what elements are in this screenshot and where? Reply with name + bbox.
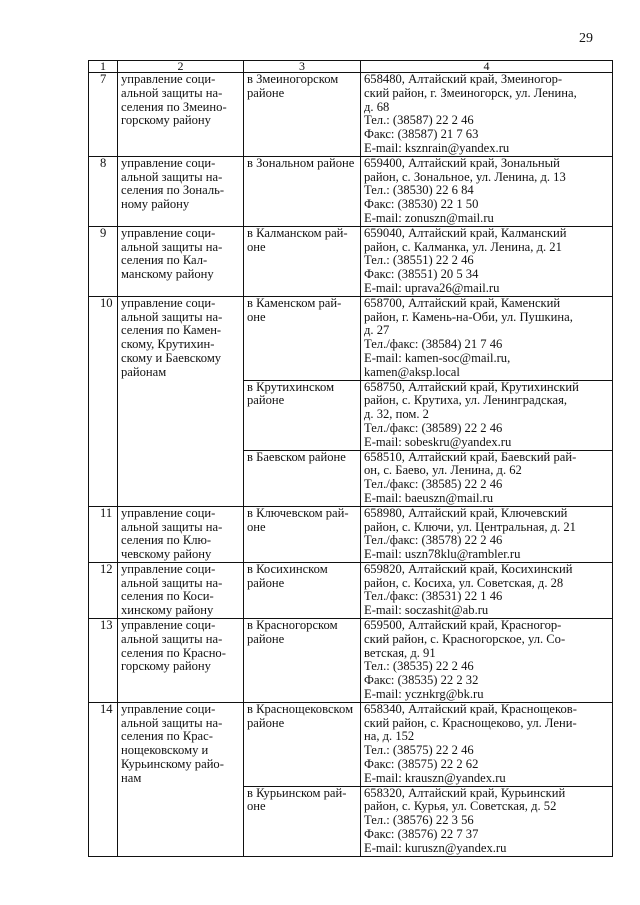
table-row <box>89 296 613 380</box>
email-address: E-mail: krauszn@yandex.ru <box>364 770 506 785</box>
contact-line: 658480, Алтайский край, Змеиногор- <box>364 72 563 86</box>
organization-line: горскому району <box>121 113 211 128</box>
row-number: 7 <box>89 73 118 157</box>
organization-name <box>118 296 244 506</box>
contact-line: 658980, Алтайский край, Ключевский <box>364 505 568 520</box>
organization-name <box>118 702 244 856</box>
contact-line: Факс: (38575) 22 2 62 <box>364 757 479 772</box>
contact-line: он, с. Баево, ул. Ленина, д. 62 <box>364 463 522 478</box>
row-number: 14 <box>89 702 118 856</box>
district-name <box>244 619 361 703</box>
contact-details <box>361 380 613 450</box>
district-line: в Краснощековском <box>247 701 354 716</box>
district-line: районе <box>247 631 285 646</box>
district-line: в Курьинском рай- <box>247 785 347 800</box>
district-line: в Зональном районе <box>247 155 355 170</box>
organization-line: альной защиты на- <box>121 519 223 534</box>
page-number: 29 <box>579 31 593 46</box>
email-address: E-mail: yczнkrg@bk.ru <box>364 687 484 702</box>
contact-line: 658320, Алтайский край, Курьинский <box>364 785 566 800</box>
contact-line: 659400, Алтайский край, Зональный <box>364 155 560 170</box>
organization-line: управление соци- <box>121 72 216 86</box>
contact-line: ветская, д. 91 <box>364 645 436 660</box>
organization-name <box>118 506 244 562</box>
organization-name <box>118 156 244 226</box>
contact-line: Тел.: (38535) 22 2 46 <box>364 659 474 674</box>
email-address: E-mail: zonuszn@mail.ru <box>364 210 494 225</box>
organization-line: скому, Крутихин- <box>121 337 215 352</box>
contact-line: 658510, Алтайский край, Баевский рай- <box>364 449 577 464</box>
organization-line: альной защиты на- <box>121 239 223 254</box>
organization-line: управление соци- <box>121 561 216 576</box>
organization-line: селения по Кал- <box>121 253 208 268</box>
district-name <box>244 562 361 618</box>
table-row <box>89 156 613 226</box>
organization-line: управление соци- <box>121 701 216 716</box>
district-line: районе <box>247 575 285 590</box>
table-header-row <box>89 61 613 73</box>
district-line: в Косихинском <box>247 561 328 576</box>
contact-line: Тел./факс: (38531) 22 1 46 <box>364 589 503 604</box>
district-name <box>244 380 361 450</box>
contact-line: Тел.: (38530) 22 6 84 <box>364 183 474 198</box>
organization-line: альной защиты на- <box>121 715 223 730</box>
organization-line: нам <box>121 770 142 785</box>
row-number: 9 <box>89 226 118 296</box>
organization-name <box>118 619 244 703</box>
social-protection-table <box>88 60 613 857</box>
contact-details <box>361 226 613 296</box>
organization-line: управление соци- <box>121 295 216 310</box>
organization-name <box>118 562 244 618</box>
contact-details <box>361 786 613 856</box>
email-address: kamen@aksp.local <box>364 364 460 379</box>
contact-line: Тел.: (38587) 22 2 46 <box>364 113 474 128</box>
district-line: в Крутихинском <box>247 379 335 394</box>
district-line: оне <box>247 309 266 324</box>
contact-line: Факс: (38535) 22 2 32 <box>364 673 479 688</box>
contact-line: ский район, с. Краснощеково, ул. Лени- <box>364 715 577 730</box>
organization-line: ному району <box>121 197 190 212</box>
district-line: районе <box>247 393 285 408</box>
organization-line: Курьинскому райо- <box>121 757 224 772</box>
contact-line: район, с. Ключи, ул. Центральная, д. 21 <box>364 519 576 534</box>
organization-line: селения по Крас- <box>121 729 213 744</box>
district-name <box>244 506 361 562</box>
contact-line: 658700, Алтайский край, Каменский <box>364 295 561 310</box>
row-number: 10 <box>89 296 118 506</box>
district-name <box>244 226 361 296</box>
contact-line: Тел./факс: (38585) 22 2 46 <box>364 477 503 492</box>
district-name <box>244 786 361 856</box>
email-address: E-mail: ksznrain@yandex.ru <box>364 140 510 155</box>
district-name <box>244 156 361 226</box>
district-line: в Калманском рай- <box>247 225 348 240</box>
contact-line: Тел.: (38576) 22 3 56 <box>364 813 474 828</box>
contact-line: Тел./факс: (38578) 22 2 46 <box>364 533 503 548</box>
organization-line: манскому району <box>121 267 214 282</box>
contact-details <box>361 619 613 703</box>
email-address: E-mail: sobeskru@yandex.ru <box>364 434 512 449</box>
organization-line: горскому району <box>121 659 211 674</box>
organization-line: альной защиты на- <box>121 631 223 646</box>
contact-line: Факс: (38551) 20 5 34 <box>364 267 479 282</box>
table-row <box>89 73 613 157</box>
district-line: в Красногорском <box>247 618 338 633</box>
table-row <box>89 702 613 786</box>
row-number: 8 <box>89 156 118 226</box>
contact-line: Тел./факс: (38584) 21 7 46 <box>364 337 503 352</box>
organization-line: селения по Зональ- <box>121 183 225 198</box>
contact-line: район, г. Камень-на-Оби, ул. Пушкина, <box>364 309 573 324</box>
organization-line: селения по Красно- <box>121 645 226 660</box>
table-row <box>89 506 613 562</box>
table-row <box>89 226 613 296</box>
organization-line: чевскому району <box>121 547 212 562</box>
contact-details <box>361 450 613 506</box>
contact-details <box>361 296 613 380</box>
contact-line: д. 68 <box>364 99 390 114</box>
organization-line: скому и Баевскому <box>121 350 222 365</box>
email-address: E-mail: soczashit@ab.ru <box>364 603 489 618</box>
contact-line: район, с. Зональное, ул. Ленина, д. 13 <box>364 169 566 184</box>
organization-line: хинскому району <box>121 603 214 618</box>
organization-line: альной защиты на- <box>121 85 223 100</box>
contact-details <box>361 156 613 226</box>
contact-line: Тел.: (38551) 22 2 46 <box>364 253 474 268</box>
email-address: E-mail: baeuszn@mail.ru <box>364 490 494 505</box>
contact-line: район, с. Крутиха, ул. Ленинградская, <box>364 393 568 408</box>
organization-line: альной защиты на- <box>121 169 223 184</box>
organization-line: селения по Клю- <box>121 533 212 548</box>
row-number: 13 <box>89 619 118 703</box>
email-address: E-mail: uszn78klu@rambler.ru <box>364 547 521 562</box>
contact-line: Факс: (38576) 22 7 37 <box>364 827 479 842</box>
contact-line: на, д. 152 <box>364 729 415 744</box>
district-name <box>244 73 361 157</box>
contact-line: 659040, Алтайский край, Калманский <box>364 225 567 240</box>
organization-line: селения по Коси- <box>121 589 214 604</box>
contact-line: д. 32, пом. 2 <box>364 407 429 422</box>
email-address: E-mail: kamen-soc@mail.ru, <box>364 350 511 365</box>
contact-line: Тел.: (38575) 22 2 46 <box>364 743 474 758</box>
table-row <box>89 619 613 703</box>
district-line: оне <box>247 239 266 254</box>
table-row <box>89 562 613 618</box>
contact-line: район, с. Калманка, ул. Ленина, д. 21 <box>364 239 562 254</box>
row-number: 11 <box>89 506 118 562</box>
organization-line: управление соци- <box>121 155 216 170</box>
email-address: E-mail: kuruszn@yandex.ru <box>364 840 507 855</box>
organization-line: альной защиты на- <box>121 575 223 590</box>
organization-line: управление соци- <box>121 225 216 240</box>
organization-line: управление соци- <box>121 505 216 520</box>
contact-line: район, с. Курья, ул. Советская, д. 52 <box>364 799 557 814</box>
contact-line: Факс: (38530) 22 1 50 <box>364 197 479 212</box>
contact-line: 659500, Алтайский край, Красногор- <box>364 618 562 633</box>
contact-line: ский район, с. Красногорское, ул. Со- <box>364 631 566 646</box>
district-line: районе <box>247 85 285 100</box>
contact-line: 659820, Алтайский край, Косихинский <box>364 561 573 576</box>
contact-line: ский район, г. Змеиногорск, ул. Ленина, <box>364 85 577 100</box>
district-name <box>244 450 361 506</box>
district-line: оне <box>247 799 266 814</box>
contact-details <box>361 73 613 157</box>
district-line: в Ключевском рай- <box>247 505 349 520</box>
organization-line: селения по Камен- <box>121 323 222 338</box>
district-line: районе <box>247 715 285 730</box>
contact-line: район, с. Косиха, ул. Советская, д. 28 <box>364 575 564 590</box>
district-name <box>244 296 361 380</box>
contact-details <box>361 506 613 562</box>
district-line: в Баевском районе <box>247 449 346 464</box>
organization-line: районам <box>121 364 167 379</box>
organization-line: управление соци- <box>121 618 216 633</box>
contact-line: Факс: (38587) 21 7 63 <box>364 127 479 142</box>
organization-name <box>118 226 244 296</box>
district-line: оне <box>247 519 266 534</box>
organization-line: селения по Змеино- <box>121 99 227 114</box>
column-header: 1 <box>89 61 118 73</box>
column-header: 4 <box>361 61 613 73</box>
contact-line: 658340, Алтайский край, Краснощеков- <box>364 701 577 716</box>
email-address: E-mail: uprava26@mail.ru <box>364 280 500 295</box>
organization-line: нощековскому и <box>121 743 209 758</box>
organization-line: альной защиты на- <box>121 309 223 324</box>
contact-details <box>361 702 613 786</box>
contact-line: д. 27 <box>364 323 390 338</box>
district-name <box>244 702 361 786</box>
district-line: в Змеиногорском <box>247 72 339 86</box>
row-number: 12 <box>89 562 118 618</box>
contact-line: Тел./факс: (38589) 22 2 46 <box>364 420 503 435</box>
contact-details <box>361 562 613 618</box>
column-header: 2 <box>118 61 244 73</box>
district-line: в Каменском рай- <box>247 295 342 310</box>
contact-line: 658750, Алтайский край, Крутихинский <box>364 379 579 394</box>
organization-name <box>118 73 244 157</box>
column-header: 3 <box>244 61 361 73</box>
